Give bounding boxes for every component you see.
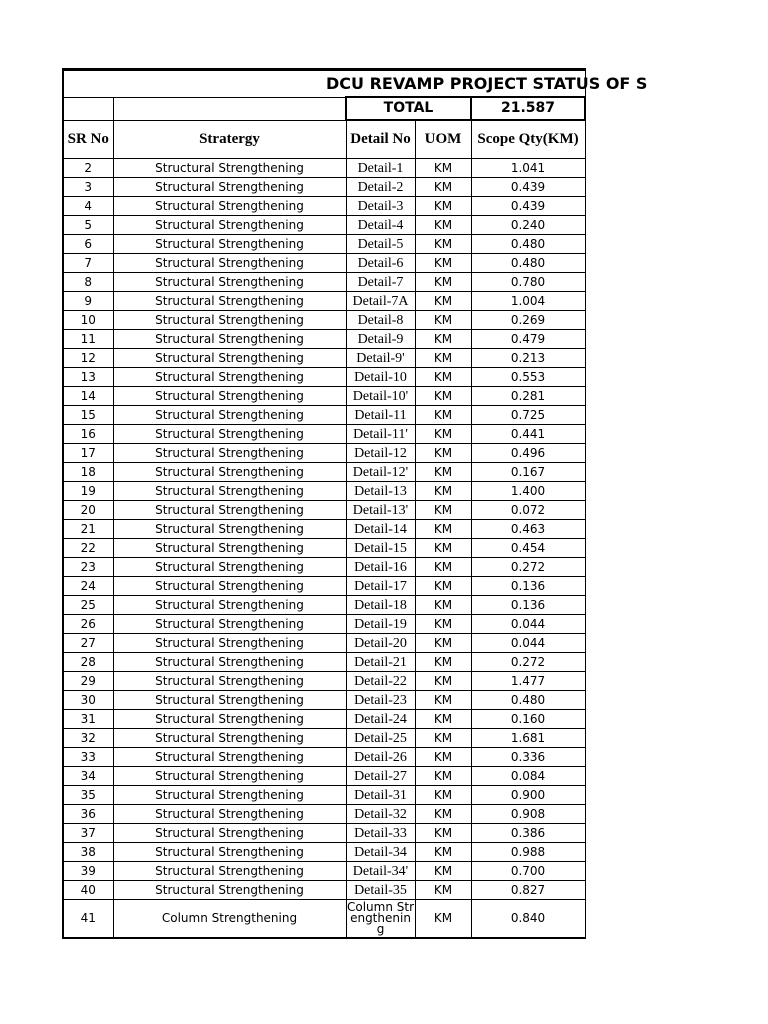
table-row: [63, 900, 585, 939]
uom-cell[interactable]: KM: [415, 596, 471, 615]
strategy-cell[interactable]: Structural Strengthening: [113, 216, 346, 235]
sr-no-cell[interactable]: 20: [63, 501, 113, 520]
table-row: [63, 501, 585, 520]
strategy-cell[interactable]: Structural Strengthening: [113, 786, 346, 805]
scope-qty-cell[interactable]: 0.160: [471, 710, 585, 729]
scope-qty-cell[interactable]: 0.441: [471, 425, 585, 444]
detail-no-cell[interactable]: Detail-7A: [346, 292, 415, 311]
table-row: [63, 520, 585, 539]
scope-qty-cell[interactable]: 0.213: [471, 349, 585, 368]
detail-no-cell[interactable]: Detail-26: [346, 748, 415, 767]
table-row: [63, 843, 585, 862]
table-row: [63, 672, 585, 691]
uom-cell[interactable]: KM: [415, 235, 471, 254]
strategy-cell[interactable]: Structural Strengthening: [113, 235, 346, 254]
strategy-cell[interactable]: Structural Strengthening: [113, 691, 346, 710]
table-row: [63, 710, 585, 729]
scope-qty-cell[interactable]: 1.004: [471, 292, 585, 311]
uom-cell[interactable]: KM: [415, 520, 471, 539]
sr-no-cell[interactable]: 5: [63, 216, 113, 235]
sr-no-cell[interactable]: 32: [63, 729, 113, 748]
sr-no-cell[interactable]: 36: [63, 805, 113, 824]
total-label[interactable]: TOTAL: [346, 97, 471, 120]
detail-no-cell[interactable]: Detail-35: [346, 881, 415, 900]
detail-no-cell[interactable]: Detail-3: [346, 197, 415, 216]
strategy-cell[interactable]: Structural Strengthening: [113, 520, 346, 539]
scope-qty-cell[interactable]: 1.477: [471, 672, 585, 691]
scope-qty-cell[interactable]: 0.480: [471, 254, 585, 273]
sr-no-cell[interactable]: 3: [63, 178, 113, 197]
uom-cell[interactable]: KM: [415, 881, 471, 900]
strategy-cell[interactable]: Structural Strengthening: [113, 748, 346, 767]
strategy-cell[interactable]: Structural Strengthening: [113, 444, 346, 463]
detail-no-cell[interactable]: Detail-17: [346, 577, 415, 596]
title-row: [63, 70, 585, 98]
strategy-cell[interactable]: Structural Strengthening: [113, 159, 346, 178]
scope-qty-cell[interactable]: 0.386: [471, 824, 585, 843]
sr-no-cell[interactable]: 23: [63, 558, 113, 577]
uom-cell[interactable]: KM: [415, 653, 471, 672]
table-row: [63, 311, 585, 330]
scope-qty-cell[interactable]: 0.463: [471, 520, 585, 539]
strategy-cell[interactable]: Structural Strengthening: [113, 653, 346, 672]
sr-no-cell[interactable]: 19: [63, 482, 113, 501]
strategy-cell[interactable]: Structural Strengthening: [113, 843, 346, 862]
scope-qty-cell[interactable]: 0.439: [471, 178, 585, 197]
sr-no-cell[interactable]: 37: [63, 824, 113, 843]
table-row: [63, 254, 585, 273]
uom-cell[interactable]: KM: [415, 216, 471, 235]
sr-no-cell[interactable]: 26: [63, 615, 113, 634]
strategy-cell[interactable]: Structural Strengthening: [113, 539, 346, 558]
detail-no-cell[interactable]: Detail-13': [346, 501, 415, 520]
table-row: [63, 368, 585, 387]
strategy-cell[interactable]: Structural Strengthening: [113, 349, 346, 368]
uom-cell[interactable]: KM: [415, 634, 471, 653]
detail-no-cell[interactable]: Detail-6: [346, 254, 415, 273]
detail-no-cell[interactable]: Detail-12': [346, 463, 415, 482]
sr-no-cell[interactable]: 2: [63, 159, 113, 178]
sr-no-cell[interactable]: 38: [63, 843, 113, 862]
uom-cell[interactable]: KM: [415, 577, 471, 596]
table-row: [63, 292, 585, 311]
sr-no-cell[interactable]: 6: [63, 235, 113, 254]
uom-cell[interactable]: KM: [415, 691, 471, 710]
uom-cell[interactable]: KM: [415, 254, 471, 273]
scope-qty-cell[interactable]: 0.988: [471, 843, 585, 862]
sr-no-cell[interactable]: 4: [63, 197, 113, 216]
sr-no-cell[interactable]: 33: [63, 748, 113, 767]
strategy-cell[interactable]: Structural Strengthening: [113, 330, 346, 349]
table-row: [63, 862, 585, 881]
header-uom[interactable]: UOM: [415, 120, 471, 159]
scope-qty-cell[interactable]: 0.780: [471, 273, 585, 292]
uom-cell[interactable]: KM: [415, 444, 471, 463]
detail-no-cell[interactable]: Detail-13: [346, 482, 415, 501]
strategy-cell[interactable]: Structural Strengthening: [113, 482, 346, 501]
strategy-cell[interactable]: Structural Strengthening: [113, 881, 346, 900]
sr-no-cell[interactable]: 28: [63, 653, 113, 672]
scope-qty-cell[interactable]: 0.840: [471, 900, 585, 939]
detail-no-cell[interactable]: Detail-25: [346, 729, 415, 748]
table-row: [63, 577, 585, 596]
table-row: [63, 691, 585, 710]
sr-no-cell[interactable]: 35: [63, 786, 113, 805]
sr-no-cell[interactable]: 39: [63, 862, 113, 881]
strategy-cell[interactable]: Structural Strengthening: [113, 406, 346, 425]
empty-cell[interactable]: [63, 97, 113, 120]
header-sr-no[interactable]: SR No: [63, 120, 113, 159]
sr-no-cell[interactable]: 8: [63, 273, 113, 292]
strategy-cell[interactable]: Structural Strengthening: [113, 634, 346, 653]
sr-no-cell[interactable]: 13: [63, 368, 113, 387]
detail-no-cell[interactable]: Detail-2: [346, 178, 415, 197]
strategy-cell[interactable]: Structural Strengthening: [113, 178, 346, 197]
scope-qty-cell[interactable]: 0.136: [471, 577, 585, 596]
scope-qty-cell[interactable]: 0.072: [471, 501, 585, 520]
sr-no-cell[interactable]: 41: [63, 900, 113, 939]
table-row: [63, 748, 585, 767]
table-row: [63, 349, 585, 368]
table-row: [63, 444, 585, 463]
scope-qty-cell[interactable]: 0.281: [471, 387, 585, 406]
table-row: [63, 197, 585, 216]
scope-qty-cell[interactable]: 1.041: [471, 159, 585, 178]
detail-no-cell[interactable]: Detail-20: [346, 634, 415, 653]
strategy-cell[interactable]: Structural Strengthening: [113, 577, 346, 596]
detail-no-cell[interactable]: Detail-34: [346, 843, 415, 862]
detail-no-cell[interactable]: Column Strengthening: [346, 900, 415, 936]
sr-no-cell[interactable]: 7: [63, 254, 113, 273]
table-row: [63, 482, 585, 501]
header-scope-qty[interactable]: Scope Qty(KM): [471, 120, 585, 159]
detail-no-cell[interactable]: Detail-5: [346, 235, 415, 254]
scope-qty-cell[interactable]: 0.336: [471, 748, 585, 767]
strategy-cell[interactable]: Structural Strengthening: [113, 197, 346, 216]
scope-qty-cell[interactable]: 0.240: [471, 216, 585, 235]
scope-qty-cell[interactable]: 0.827: [471, 881, 585, 900]
sr-no-cell[interactable]: 21: [63, 520, 113, 539]
table-row: [63, 634, 585, 653]
detail-no-cell[interactable]: Detail-10: [346, 368, 415, 387]
detail-no-cell[interactable]: Detail-24: [346, 710, 415, 729]
strategy-cell[interactable]: Structural Strengthening: [113, 254, 346, 273]
scope-qty-cell[interactable]: 0.700: [471, 862, 585, 881]
scope-qty-cell[interactable]: 0.454: [471, 539, 585, 558]
table-row: [63, 881, 585, 900]
table-row: [63, 653, 585, 672]
uom-cell[interactable]: KM: [415, 786, 471, 805]
table-row: [63, 273, 585, 292]
detail-no-cell[interactable]: Detail-23: [346, 691, 415, 710]
uom-cell[interactable]: KM: [415, 729, 471, 748]
scope-qty-cell[interactable]: 0.044: [471, 634, 585, 653]
table-row: [63, 767, 585, 786]
status-table: [62, 68, 648, 939]
strategy-cell[interactable]: Structural Strengthening: [113, 615, 346, 634]
uom-cell[interactable]: KM: [415, 710, 471, 729]
empty-cell[interactable]: [113, 97, 346, 120]
detail-no-cell[interactable]: Detail-1: [346, 159, 415, 178]
uom-cell[interactable]: KM: [415, 843, 471, 862]
detail-no-cell[interactable]: Detail-31: [346, 786, 415, 805]
scope-qty-cell[interactable]: 1.681: [471, 729, 585, 748]
scope-qty-cell[interactable]: 1.400: [471, 482, 585, 501]
strategy-cell[interactable]: Structural Strengthening: [113, 273, 346, 292]
uom-cell[interactable]: KM: [415, 368, 471, 387]
detail-no-cell[interactable]: Detail-19: [346, 615, 415, 634]
sr-no-cell[interactable]: 16: [63, 425, 113, 444]
sr-no-cell[interactable]: 27: [63, 634, 113, 653]
spreadsheet: [62, 68, 648, 951]
uom-cell[interactable]: KM: [415, 900, 471, 939]
scope-qty-cell[interactable]: 0.479: [471, 330, 585, 349]
sr-no-cell[interactable]: 22: [63, 539, 113, 558]
scope-qty-cell[interactable]: 0.439: [471, 197, 585, 216]
sr-no-cell[interactable]: 12: [63, 349, 113, 368]
uom-cell[interactable]: KM: [415, 805, 471, 824]
table-row: [63, 178, 585, 197]
detail-no-cell[interactable]: Detail-27: [346, 767, 415, 786]
table-row: [63, 596, 585, 615]
table-row: [63, 330, 585, 349]
detail-no-cell[interactable]: Detail-15: [346, 539, 415, 558]
detail-no-cell[interactable]: Detail-33: [346, 824, 415, 843]
strategy-cell[interactable]: Structural Strengthening: [113, 387, 346, 406]
strategy-cell[interactable]: Structural Strengthening: [113, 463, 346, 482]
detail-no-cell[interactable]: Detail-32: [346, 805, 415, 824]
sr-no-cell[interactable]: 24: [63, 577, 113, 596]
uom-cell[interactable]: KM: [415, 159, 471, 178]
detail-no-cell[interactable]: Detail-7: [346, 273, 415, 292]
table-row: [63, 805, 585, 824]
total-row: [63, 97, 585, 120]
uom-cell[interactable]: KM: [415, 273, 471, 292]
scope-qty-cell[interactable]: 0.084: [471, 767, 585, 786]
uom-cell[interactable]: KM: [415, 330, 471, 349]
detail-no-cell[interactable]: Detail-4: [346, 216, 415, 235]
sr-no-cell[interactable]: 11: [63, 330, 113, 349]
scope-qty-cell[interactable]: 0.044: [471, 615, 585, 634]
table-row: [63, 425, 585, 444]
sr-no-cell[interactable]: 15: [63, 406, 113, 425]
uom-cell[interactable]: KM: [415, 824, 471, 843]
uom-cell[interactable]: KM: [415, 311, 471, 330]
uom-cell[interactable]: KM: [415, 748, 471, 767]
sr-no-cell[interactable]: 17: [63, 444, 113, 463]
uom-cell[interactable]: KM: [415, 501, 471, 520]
table-row: [63, 235, 585, 254]
uom-cell[interactable]: KM: [415, 558, 471, 577]
uom-cell[interactable]: KM: [415, 387, 471, 406]
sr-no-cell[interactable]: 31: [63, 710, 113, 729]
scope-qty-cell[interactable]: 0.480: [471, 691, 585, 710]
sr-no-cell[interactable]: 40: [63, 881, 113, 900]
strategy-cell[interactable]: Structural Strengthening: [113, 425, 346, 444]
scope-qty-cell[interactable]: 0.167: [471, 463, 585, 482]
scope-qty-cell[interactable]: 0.496: [471, 444, 585, 463]
strategy-cell[interactable]: Structural Strengthening: [113, 767, 346, 786]
strategy-cell[interactable]: Structural Strengthening: [113, 805, 346, 824]
uom-cell[interactable]: KM: [415, 615, 471, 634]
scope-qty-cell[interactable]: 0.553: [471, 368, 585, 387]
table-row: [63, 406, 585, 425]
detail-no-cell[interactable]: Detail-34': [346, 862, 415, 881]
uom-cell[interactable]: KM: [415, 482, 471, 501]
table-row: [63, 159, 585, 178]
strategy-cell[interactable]: Structural Strengthening: [113, 824, 346, 843]
table-row: [63, 824, 585, 843]
scope-qty-cell[interactable]: 0.269: [471, 311, 585, 330]
table-row: [63, 463, 585, 482]
detail-no-cell[interactable]: Detail-8: [346, 311, 415, 330]
scope-qty-cell[interactable]: 0.480: [471, 235, 585, 254]
table-row: [63, 615, 585, 634]
table-row: [63, 387, 585, 406]
strategy-cell[interactable]: Structural Strengthening: [113, 729, 346, 748]
uom-cell[interactable]: KM: [415, 349, 471, 368]
detail-no-cell[interactable]: Detail-9': [346, 349, 415, 368]
scope-qty-cell[interactable]: 0.136: [471, 596, 585, 615]
scope-qty-cell[interactable]: 0.900: [471, 786, 585, 805]
sr-no-cell[interactable]: 30: [63, 691, 113, 710]
detail-no-cell[interactable]: Detail-12: [346, 444, 415, 463]
uom-cell[interactable]: KM: [415, 672, 471, 691]
sr-no-cell[interactable]: 10: [63, 311, 113, 330]
table-row: [63, 729, 585, 748]
detail-no-cell[interactable]: Detail-11': [346, 425, 415, 444]
detail-no-cell[interactable]: Detail-18: [346, 596, 415, 615]
sheet-title: DCU REVAMP PROJECT STATUS OF S: [326, 74, 648, 93]
header-strategy[interactable]: Stratergy: [113, 120, 346, 159]
scope-qty-cell[interactable]: 0.272: [471, 653, 585, 672]
uom-cell[interactable]: KM: [415, 425, 471, 444]
sr-no-cell[interactable]: 14: [63, 387, 113, 406]
table-row: [63, 216, 585, 235]
detail-no-cell[interactable]: Detail-22: [346, 672, 415, 691]
total-value[interactable]: 21.587: [471, 97, 585, 120]
uom-cell[interactable]: KM: [415, 463, 471, 482]
uom-cell[interactable]: KM: [415, 406, 471, 425]
uom-cell[interactable]: KM: [415, 539, 471, 558]
sr-no-cell[interactable]: 18: [63, 463, 113, 482]
strategy-cell[interactable]: Structural Strengthening: [113, 292, 346, 311]
detail-no-cell[interactable]: Detail-9: [346, 330, 415, 349]
strategy-cell[interactable]: Structural Strengthening: [113, 311, 346, 330]
title-cell[interactable]: [63, 70, 648, 98]
header-row: [63, 120, 585, 159]
strategy-cell[interactable]: Column Strengthening: [113, 900, 346, 939]
uom-cell[interactable]: KM: [415, 178, 471, 197]
table-row: [63, 539, 585, 558]
strategy-cell[interactable]: Structural Strengthening: [113, 596, 346, 615]
detail-no-cell[interactable]: Detail-21: [346, 653, 415, 672]
uom-cell[interactable]: KM: [415, 862, 471, 881]
sr-no-cell[interactable]: 25: [63, 596, 113, 615]
uom-cell[interactable]: KM: [415, 767, 471, 786]
strategy-cell[interactable]: Structural Strengthening: [113, 862, 346, 881]
scope-qty-cell[interactable]: 0.272: [471, 558, 585, 577]
table-row: [63, 558, 585, 577]
detail-no-cell[interactable]: Detail-10': [346, 387, 415, 406]
detail-no-cell[interactable]: Detail-11: [346, 406, 415, 425]
header-detail-no[interactable]: Detail No: [346, 120, 415, 159]
strategy-cell[interactable]: Structural Strengthening: [113, 558, 346, 577]
scope-qty-cell[interactable]: 0.725: [471, 406, 585, 425]
scope-qty-cell[interactable]: 0.908: [471, 805, 585, 824]
detail-no-cell[interactable]: Detail-14: [346, 520, 415, 539]
uom-cell[interactable]: KM: [415, 292, 471, 311]
strategy-cell[interactable]: Structural Strengthening: [113, 710, 346, 729]
strategy-cell[interactable]: Structural Strengthening: [113, 501, 346, 520]
strategy-cell[interactable]: Structural Strengthening: [113, 672, 346, 691]
uom-cell[interactable]: KM: [415, 197, 471, 216]
sr-no-cell[interactable]: 29: [63, 672, 113, 691]
table-row: [63, 786, 585, 805]
sr-no-cell[interactable]: 34: [63, 767, 113, 786]
sr-no-cell[interactable]: 9: [63, 292, 113, 311]
strategy-cell[interactable]: Structural Strengthening: [113, 368, 346, 387]
detail-no-cell[interactable]: Detail-16: [346, 558, 415, 577]
